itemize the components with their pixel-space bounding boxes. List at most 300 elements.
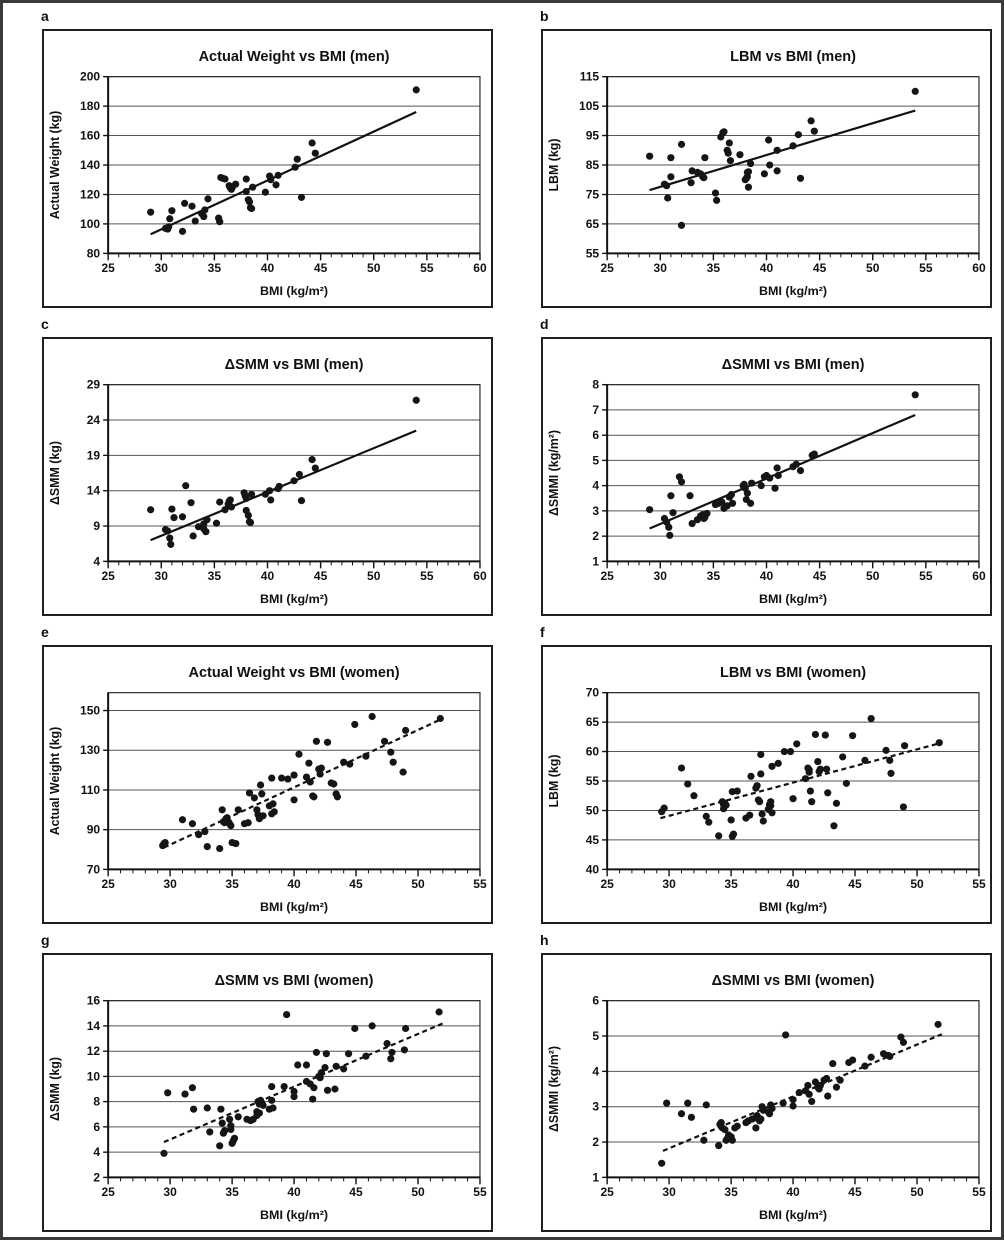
y-tick-label: 24: [86, 413, 101, 427]
data-point: [268, 1083, 275, 1090]
data-point: [369, 713, 376, 720]
data-point: [727, 157, 734, 164]
y-ticks: [80, 704, 108, 877]
data-point: [362, 1053, 369, 1060]
data-point: [190, 532, 197, 539]
y-tick-label: 29: [86, 377, 101, 392]
data-point: [388, 1049, 395, 1056]
panel-box-h: [541, 953, 992, 1232]
data-point: [192, 217, 199, 224]
data-point: [435, 1008, 442, 1015]
scatter-chart-c: [44, 339, 491, 614]
panel-grid: [3, 3, 1001, 1235]
x-tick-label: 45: [349, 1185, 363, 1200]
x-tick-label: 25: [600, 569, 614, 584]
data-point: [782, 1031, 789, 1038]
data-point: [789, 1102, 796, 1109]
chart-title: Actual Weight vs BMI (men): [198, 48, 390, 65]
y-tick-label: 19: [86, 448, 101, 463]
data-point: [666, 532, 673, 539]
data-point: [276, 483, 283, 490]
data-point: [868, 715, 875, 722]
data-point: [667, 492, 674, 499]
data-point: [283, 1011, 290, 1018]
data-point: [324, 1087, 331, 1094]
x-tick-label: 55: [919, 261, 933, 276]
x-tick-label: 60: [473, 569, 487, 584]
data-point: [284, 775, 291, 782]
data-point: [262, 189, 269, 196]
data-points: [646, 88, 919, 229]
x-tick-label: 55: [919, 569, 933, 584]
panel-a: [3, 3, 502, 311]
data-point: [797, 467, 804, 474]
data-point: [667, 154, 674, 161]
data-point: [147, 506, 154, 513]
data-point: [227, 822, 234, 829]
data-point: [774, 167, 781, 174]
gridlines: [108, 385, 480, 526]
data-point: [310, 793, 317, 800]
data-point: [321, 1064, 328, 1071]
data-point: [824, 789, 831, 796]
data-point: [757, 1116, 764, 1123]
y-tick-label: 160: [80, 128, 101, 143]
data-point: [775, 760, 782, 767]
data-point: [383, 1040, 390, 1047]
plot-border: [607, 1001, 979, 1178]
data-point: [678, 764, 685, 771]
y-tick-label: 65: [585, 216, 600, 231]
data-point: [181, 200, 188, 207]
panel-box-a: [42, 29, 493, 308]
x-tick-label: 55: [972, 877, 986, 892]
data-point: [900, 1039, 907, 1046]
x-tick-label: 25: [600, 1185, 614, 1200]
data-point: [756, 798, 763, 805]
data-point: [715, 1142, 722, 1149]
data-point: [752, 1124, 759, 1131]
data-points: [160, 1008, 442, 1157]
data-point: [245, 512, 252, 519]
data-point: [808, 798, 815, 805]
data-point: [703, 1101, 710, 1108]
data-point: [808, 1098, 815, 1105]
y-tick-label: 6: [93, 1119, 101, 1134]
data-point: [796, 1089, 803, 1096]
data-point: [345, 1050, 352, 1057]
y-tick-label: 130: [80, 743, 101, 758]
y-tick-label: 115: [579, 69, 600, 84]
data-point: [736, 151, 743, 158]
data-point: [912, 391, 919, 398]
data-point: [797, 175, 804, 182]
y-tick-label: 100: [80, 216, 101, 231]
data-point: [369, 1022, 376, 1029]
x-tick-label: 60: [972, 569, 986, 584]
data-point: [684, 1100, 691, 1107]
x-tick-label: 55: [420, 569, 434, 584]
y-tick-label: 14: [86, 483, 101, 498]
data-point: [318, 765, 325, 772]
y-ticks: [87, 378, 108, 569]
panel-box-f: [541, 645, 992, 924]
x-tick-label: 35: [225, 877, 239, 892]
trendline: [660, 743, 941, 818]
panel-d: [502, 311, 1001, 619]
data-point: [340, 759, 347, 766]
x-tick-label: 55: [473, 1185, 487, 1200]
data-point: [235, 1113, 242, 1120]
y-tick-label: 140: [80, 158, 101, 172]
data-point: [661, 805, 668, 812]
x-tick-label: 50: [866, 569, 880, 584]
panel-label-h: h: [540, 932, 549, 948]
data-points: [658, 1021, 942, 1167]
x-tick-label: 25: [101, 1185, 115, 1200]
data-point: [324, 739, 331, 746]
y-tick-label: 6: [592, 993, 600, 1008]
y-axis-label: ΔSMM (kg): [47, 1057, 63, 1122]
data-point: [259, 1102, 266, 1109]
y-tick-label: 80: [86, 246, 101, 261]
scatter-chart-f: [543, 647, 990, 922]
data-point: [247, 519, 254, 526]
data-point: [168, 207, 175, 214]
data-point: [701, 154, 708, 161]
y-tick-label: 55: [585, 246, 600, 261]
data-point: [187, 499, 194, 506]
data-point: [663, 1100, 670, 1107]
gridlines: [108, 1001, 480, 1152]
data-point: [216, 218, 223, 225]
data-point: [296, 471, 303, 478]
data-point: [170, 514, 177, 521]
x-tick-label: 50: [866, 261, 880, 276]
data-point: [687, 179, 694, 186]
data-point: [305, 760, 312, 767]
data-point: [684, 780, 691, 787]
data-point: [181, 1091, 188, 1098]
data-point: [188, 203, 195, 210]
data-point: [290, 796, 297, 803]
data-point: [166, 215, 173, 222]
y-tick-label: 60: [585, 744, 600, 759]
data-point: [298, 497, 305, 504]
y-tick-label: 70: [585, 685, 600, 700]
data-point: [346, 761, 353, 768]
data-point: [686, 492, 693, 499]
gridlines: [108, 77, 480, 224]
data-point: [757, 770, 764, 777]
data-point: [745, 184, 752, 191]
x-tick-label: 30: [653, 569, 667, 584]
data-point: [201, 206, 208, 213]
data-point: [688, 1114, 695, 1121]
data-point: [269, 1104, 276, 1111]
panel-label-e: e: [41, 624, 49, 640]
data-point: [308, 139, 315, 146]
y-ticks: [592, 994, 607, 1185]
data-point: [806, 1091, 813, 1098]
x-ticks: [101, 1177, 487, 1199]
data-point: [275, 172, 282, 179]
data-point: [298, 194, 305, 201]
data-point: [278, 774, 285, 781]
y-tick-label: 4: [93, 554, 101, 569]
data-point: [165, 223, 172, 230]
trendline: [650, 111, 916, 191]
data-point: [317, 771, 324, 778]
data-point: [765, 136, 772, 143]
y-tick-label: 16: [86, 993, 101, 1008]
data-point: [823, 1075, 830, 1082]
x-tick-label: 40: [287, 877, 301, 892]
x-ticks: [101, 869, 487, 891]
data-point: [667, 173, 674, 180]
data-point: [147, 209, 154, 216]
panel-e: [3, 619, 502, 927]
data-point: [402, 727, 409, 734]
data-point: [179, 513, 186, 520]
chart-title: Actual Weight vs BMI (women): [188, 664, 400, 681]
data-point: [781, 748, 788, 755]
data-point: [646, 153, 653, 160]
data-point: [747, 160, 754, 167]
y-axis-label: LBM (kg): [546, 754, 562, 808]
data-point: [351, 1025, 358, 1032]
x-tick-label: 55: [972, 1185, 986, 1200]
data-point: [807, 787, 814, 794]
data-point: [861, 1063, 868, 1070]
data-point: [795, 131, 802, 138]
y-tick-label: 200: [80, 69, 101, 84]
data-point: [753, 782, 760, 789]
data-point: [292, 164, 299, 171]
x-tick-label: 25: [101, 877, 115, 892]
data-point: [271, 808, 278, 815]
data-point: [160, 1150, 167, 1157]
data-point: [303, 1061, 310, 1068]
y-tick-label: 110: [80, 782, 101, 797]
data-point: [221, 175, 228, 182]
scatter-chart-d: [543, 339, 990, 614]
y-ticks: [87, 994, 108, 1185]
data-point: [744, 490, 751, 497]
data-point: [726, 139, 733, 146]
data-point: [665, 524, 672, 531]
data-point: [294, 156, 301, 163]
data-point: [312, 464, 319, 471]
x-tick-label: 40: [786, 1185, 800, 1200]
y-tick-label: 65: [585, 715, 600, 730]
data-point: [934, 1021, 941, 1028]
panel-box-d: [541, 337, 992, 616]
data-point: [771, 485, 778, 492]
y-tick-label: 8: [93, 1094, 101, 1109]
data-point: [747, 500, 754, 507]
y-axis-label: ΔSMM (kg): [47, 441, 63, 506]
y-tick-label: 5: [592, 1029, 600, 1043]
data-point: [402, 1025, 409, 1032]
data-points: [646, 391, 919, 539]
data-point: [747, 773, 754, 780]
data-point: [793, 740, 800, 747]
data-point: [839, 753, 846, 760]
data-point: [243, 188, 250, 195]
data-point: [204, 195, 211, 202]
y-tick-label: 10: [86, 1069, 101, 1084]
data-point: [257, 781, 264, 788]
y-tick-label: 90: [86, 822, 101, 837]
data-point: [204, 843, 211, 850]
y-tick-label: 1: [592, 1170, 600, 1185]
y-tick-label: 180: [80, 99, 101, 114]
data-points: [159, 713, 444, 852]
data-point: [774, 464, 781, 471]
data-point: [705, 819, 712, 826]
data-point: [669, 509, 676, 516]
data-point: [804, 1082, 811, 1089]
data-point: [201, 828, 208, 835]
data-point: [774, 147, 781, 154]
data-point: [761, 170, 768, 177]
x-tick-label: 30: [662, 877, 676, 892]
scatter-chart-a: [44, 31, 491, 306]
y-tick-label: 6: [592, 428, 600, 443]
data-point: [189, 820, 196, 827]
y-axis-label: Actual Weight (kg): [47, 110, 63, 220]
y-axis-label: LBM (kg): [546, 138, 562, 192]
data-point: [267, 176, 274, 183]
y-tick-label: 45: [585, 832, 600, 847]
data-point: [678, 141, 685, 148]
y-tick-label: 85: [585, 158, 600, 172]
data-point: [219, 806, 226, 813]
data-point: [849, 732, 856, 739]
data-point: [226, 1116, 233, 1123]
data-point: [760, 817, 767, 824]
data-point: [936, 739, 943, 746]
panel-box-g: [42, 953, 493, 1232]
data-point: [227, 496, 234, 503]
gridlines: [607, 385, 979, 536]
data-point: [745, 168, 752, 175]
data-point: [802, 775, 809, 782]
data-point: [690, 792, 697, 799]
data-point: [258, 790, 265, 797]
data-point: [401, 1046, 408, 1053]
data-point: [232, 840, 239, 847]
x-tick-label: 25: [600, 877, 614, 892]
y-ticks: [586, 686, 607, 877]
data-point: [700, 174, 707, 181]
data-point: [768, 1105, 775, 1112]
x-axis-label: BMI (kg/m²): [260, 900, 329, 915]
data-point: [268, 774, 275, 781]
data-point: [333, 1063, 340, 1070]
y-axis-label: Actual Weight (kg): [47, 726, 63, 836]
y-tick-label: 5: [592, 453, 600, 468]
x-tick-label: 45: [848, 1185, 862, 1200]
data-point: [712, 189, 719, 196]
data-point: [164, 527, 171, 534]
data-point: [768, 809, 775, 816]
data-point: [204, 1104, 211, 1111]
scatter-chart-h: [543, 955, 990, 1230]
data-point: [817, 766, 824, 773]
panel-label-g: g: [41, 932, 50, 948]
data-point: [387, 749, 394, 756]
data-point: [390, 759, 397, 766]
data-point: [216, 1142, 223, 1149]
x-tick-label: 40: [759, 569, 774, 584]
y-tick-label: 150: [80, 703, 101, 718]
data-point: [294, 1061, 301, 1068]
data-point: [646, 506, 653, 513]
y-tick-label: 2: [592, 529, 600, 544]
chart-title: ΔSMMI vs BMI (men): [721, 356, 865, 373]
data-point: [290, 771, 297, 778]
data-point: [823, 766, 830, 773]
scatter-chart-g: [44, 955, 491, 1230]
data-point: [811, 128, 818, 135]
panel-label-a: a: [41, 8, 49, 24]
panel-label-d: d: [540, 316, 549, 332]
y-tick-label: 8: [592, 377, 600, 392]
x-tick-label: 55: [420, 261, 434, 276]
data-point: [182, 482, 189, 489]
data-point: [678, 478, 685, 485]
y-ticks: [579, 70, 607, 261]
y-tick-label: 1: [592, 554, 600, 569]
data-point: [678, 1110, 685, 1117]
x-tick-label: 40: [759, 261, 774, 276]
x-tick-label: 35: [207, 569, 222, 584]
data-point: [206, 1128, 213, 1135]
data-point: [309, 1096, 316, 1103]
y-ticks: [592, 378, 607, 569]
panel-label-b: b: [540, 8, 549, 24]
data-point: [767, 802, 774, 809]
gridlines: [108, 711, 480, 830]
scatter-chart-b: [543, 31, 990, 306]
x-tick-label: 50: [367, 569, 381, 584]
data-point: [248, 491, 255, 498]
y-tick-label: 75: [585, 187, 600, 202]
x-tick-label: 50: [910, 877, 924, 892]
data-point: [179, 816, 186, 823]
data-point: [725, 150, 732, 157]
data-point: [728, 491, 735, 498]
data-point: [901, 742, 908, 749]
x-axis-label: BMI (kg/m²): [759, 1208, 828, 1223]
y-tick-label: 50: [585, 803, 600, 818]
data-point: [703, 510, 710, 517]
y-tick-label: 4: [93, 1145, 101, 1160]
data-point: [437, 715, 444, 722]
trendline: [151, 431, 417, 541]
x-tick-label: 50: [910, 1185, 924, 1200]
data-point: [248, 205, 255, 212]
data-point: [413, 86, 420, 93]
data-point: [678, 222, 685, 229]
data-point: [312, 150, 319, 157]
panel-h: [502, 927, 1001, 1235]
x-axis-label: BMI (kg/m²): [759, 900, 828, 915]
trendline: [164, 718, 443, 847]
data-point: [713, 197, 720, 204]
